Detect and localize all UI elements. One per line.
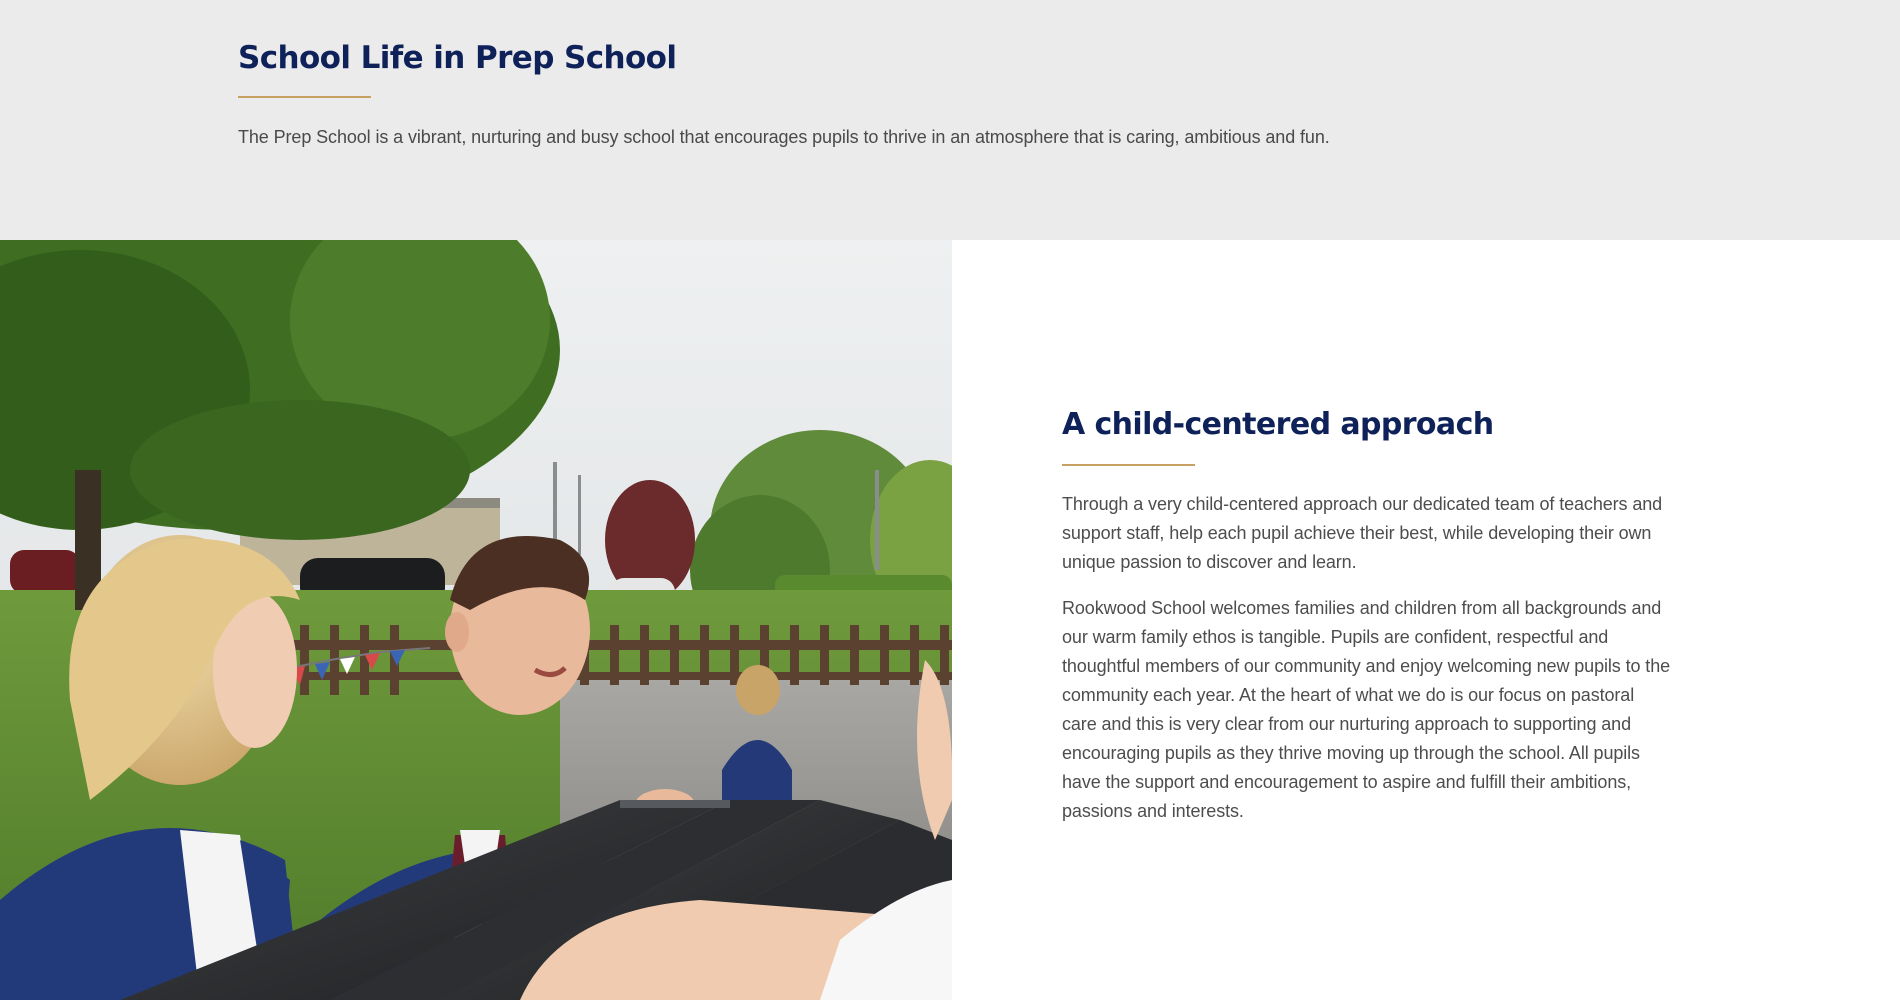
intro-section — [0, 0, 1900, 240]
intro-text: The Prep School is a vibrant, nurturing and busy school that encourages pupils to thrive in an atmosphere that is caring, ambitious and fun. — [238, 127, 1330, 147]
intro-title-underline — [238, 96, 371, 98]
feature-paragraph: Through a very child-centered approach our dedicated team of teachers and support staff, help each pupil achieve their best, while developing their own unique passion to discover and learn. — [1062, 494, 1663, 572]
feature-title: A child-centered approach — [1062, 407, 1494, 442]
intro-title: School Life in Prep School — [238, 40, 677, 76]
intro-content — [238, 38, 1678, 150]
feature-title-underline — [1062, 464, 1195, 466]
feature-section — [0, 240, 1900, 1000]
feature-copy — [1062, 405, 1672, 826]
feature-photo — [0, 240, 952, 1000]
feature-paragraph: Rookwood School welcomes families and children from all backgrounds and our warm family ethos is tangible. Pupils are confident, respectful and thoughtful members of our community and enjoy welcoming new pupils to the community each year. At the heart of what we do is our focus on pastoral care and this is very clear from our nurturing approach to supporting and encouraging pupils as they thrive moving up through the school. All pupils have the support and encouragement to aspire and fulfill their ambitions, passions and interests. — [1062, 598, 1671, 821]
